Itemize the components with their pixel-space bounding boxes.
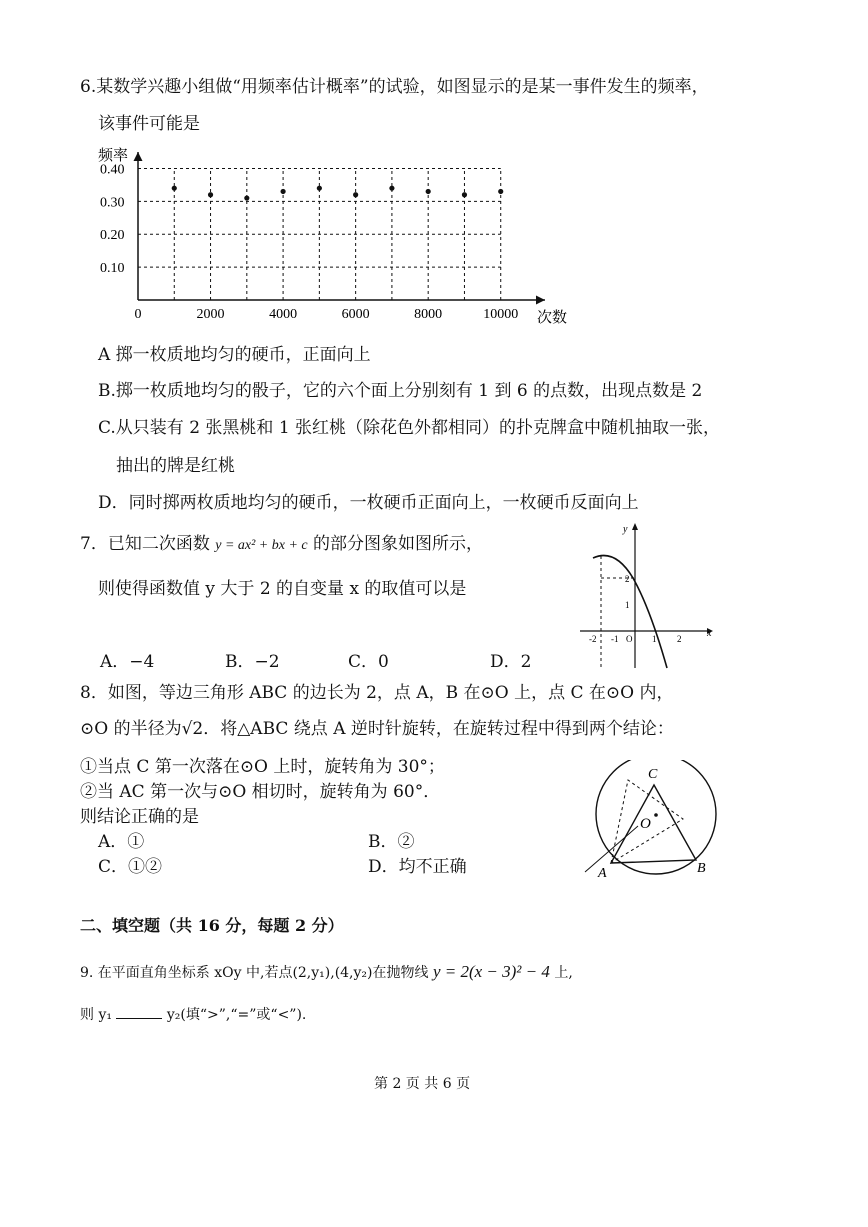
q9-line1-b: 上, [554,965,573,981]
q8-label-a: A [598,866,607,881]
q7-option-c[interactable]: C．0 [348,652,389,672]
q7-origin: O [626,634,633,644]
q8-circle-figure [580,760,740,885]
q7-formula: y = ax² + bx + c [215,538,308,553]
x-axis-label: 次数 [537,310,568,326]
data-point [317,186,322,191]
data-point [353,192,358,197]
q9-line1 [80,962,573,982]
q8-conclusion-2: ②当 AC 第一次与⊙O 相切时，旋转角为 60°． [80,782,441,802]
data-point [389,186,394,191]
page-footer: 第 2 页 共 6 页 [374,1076,471,1092]
x-tick-label: 2000 [196,307,225,322]
y-tick-label: 0.20 [100,228,125,244]
q7-tick-1: 1 [652,634,657,644]
x-tick-label: 10000 [483,307,519,322]
q7-option-b[interactable]: B．−2 [225,652,280,672]
q6-stem-line1: 6.某数学兴趣小组做“用频率估计概率”的试验，如图显示的是某一事件发生的频率， [80,77,709,97]
data-point [172,186,177,191]
data-point [280,189,285,194]
q8-conclusion-1: ①当点 C 第一次落在⊙O 上时，旋转角为 30°； [80,757,445,777]
q8-tangent-line [585,826,638,872]
y-tick-label: 0.40 [100,162,125,178]
q7-tick-neg2: -2 [589,634,597,644]
data-point [244,195,249,200]
q9-line2 [80,1004,306,1024]
x-tick-label: 6000 [341,307,370,322]
q8-option-a[interactable]: A．① [98,832,145,852]
q6-option-a[interactable]: A 掷一枚质地均匀的硬币，正面向上 [98,345,371,365]
section-2-title: 二、填空题（共 16 分，每题 2 分） [80,916,344,935]
data-point [426,189,431,194]
q7-stem-line1 [80,533,483,557]
q7-y-label: y [623,524,628,535]
q8-label-b: B [697,861,706,876]
q9-answer-blank[interactable] [116,1004,162,1019]
q7-tick-neg1: -1 [611,634,619,644]
q7-ytick-1: 1 [625,600,630,610]
q7-stem-b: 的部分图象如图所示， [313,534,484,554]
data-point [498,189,503,194]
q9-line2-b: y₂(填“>”,“=”或“<”). [166,1007,307,1023]
q7-y-arrow [632,523,638,530]
q8-option-d[interactable]: D．均不正确 [368,857,467,877]
q6-option-c-line1[interactable]: C.从只装有 2 张黑桃和 1 张红桃（除花色外都相同）的扑克牌盒中随机抽取一张， [98,418,721,438]
q6-option-d[interactable]: D．同时掷两枚质地均匀的硬币，一枚硬币正面向上，一枚硬币反面向上 [98,493,639,513]
q9-line2-a: 则 y₁ [80,1007,112,1023]
q6-option-b[interactable]: B.掷一枚质地均匀的骰子，它的六个面上分别刻有 1 到 6 的点数，出现点数是 2 [98,381,703,401]
y-axis-label: 频率 [98,148,129,164]
q8-stem-line1: 8．如图，等边三角形 ABC 的边长为 2，点 A，B 在⊙O 上，点 C 在⊙O 内， [80,683,674,703]
q7-option-d[interactable]: D．2 [490,652,532,672]
y-tick-label: 0.30 [100,195,125,211]
y-tick-label: 0.10 [100,261,125,277]
q8-option-b[interactable]: B．② [368,832,415,852]
data-point [462,192,467,197]
q9-line1-a: 9. 在平面直角坐标系 xOy 中,若点(2,y₁),(4,y₂)在抛物线 [80,965,429,981]
q7-stem-a: 7．已知二次函数 [80,534,210,554]
q7-x-label: x [707,628,712,639]
x-tick-label: 8000 [414,307,443,322]
q7-ytick-2: 2 [625,574,630,584]
q8-option-c[interactable]: C．①② [98,857,163,877]
q7-tick-2: 2 [677,634,682,644]
q7-parabola-curve [593,556,667,669]
q8-label-o: O [640,816,651,832]
q8-triangle-abc [611,785,696,863]
q8-label-c: C [648,767,658,782]
q7-stem-line2: 则使得函数值 y 大于 2 的自变量 x 的取值可以是 [98,579,467,599]
q9-formula: y = 2(x − 3)² − 4 [432,962,550,981]
x-tick-label: 0 [134,307,142,322]
q8-stem-line2: ⊙O 的半径为√2．将△ABC 绕点 A 逆时针旋转，在旋转过程中得到两个结论： [80,719,674,739]
x-tick-label: 4000 [269,307,298,322]
chart-ticks [100,162,518,322]
q8-ask: 则结论正确的是 [80,807,199,827]
q7-parabola-graph [575,518,720,673]
data-point [208,192,213,197]
q7-option-a[interactable]: A．−4 [100,652,155,672]
q8-center-point [654,813,658,817]
q6-stem-line2: 该事件可能是 [98,114,200,134]
chart-points [172,186,504,201]
frequency-chart [90,140,590,340]
q6-option-c-line2: 抽出的牌是红桃 [116,456,235,476]
